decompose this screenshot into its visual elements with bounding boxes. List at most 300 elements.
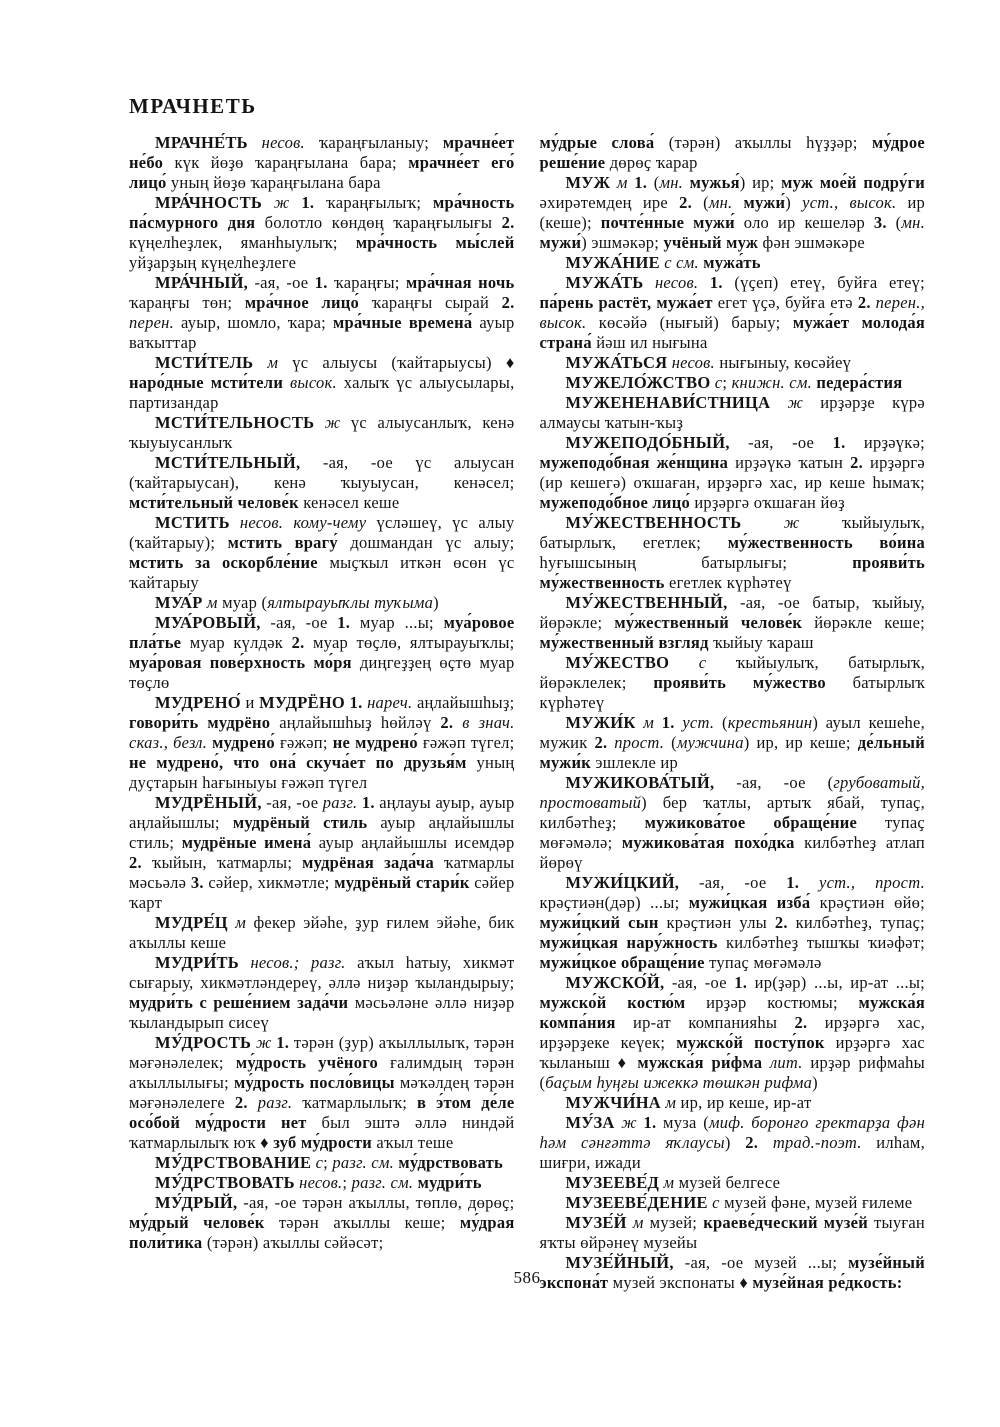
headword: МУЗЕ́Й [565, 1213, 633, 1232]
entry-text: ғәжәп түгел; [422, 733, 515, 752]
entry-text: егет үҫә, буйға етә [717, 293, 858, 312]
headword: МСТИ́ТЕЛЬ [155, 353, 268, 372]
entry-text: ир (кеше); [539, 193, 926, 232]
entry-text: ауыр ваҡыттар [129, 313, 515, 352]
entry-text: му́драя поли́тика [129, 1213, 515, 1252]
headword: МУЖИ́ЦКИЙ, [565, 873, 700, 892]
dictionary-entry [129, 513, 515, 593]
entry-text: тупаҫ мөғәмәлә; [539, 813, 925, 852]
entry-text: 1. [314, 273, 335, 292]
entry-text: му́дрствовать [398, 1153, 504, 1172]
entry-text: эшлекле ир [595, 753, 678, 772]
entry-text: перен., высок. [539, 293, 925, 332]
entry-text: ҡараңғы төн; [129, 293, 245, 312]
dictionary-entry [540, 273, 926, 353]
entry-text: мужи́ [743, 193, 786, 212]
entry-text: в знач. сказ., безл. [129, 713, 515, 752]
headword: МУДРИ́ТЬ [155, 953, 251, 972]
entry-text: ; [323, 1153, 333, 1172]
entry-text: мужикова́тое обраще́ние [644, 813, 886, 832]
dictionary-entry [540, 513, 926, 593]
entry-text: -ая, -ое музей ...ы; [684, 1253, 849, 1272]
entry-text: уст., высок. [802, 193, 908, 212]
entry-text: мудри́ть [417, 1173, 482, 1192]
dictionary-entry [540, 593, 926, 653]
headword: МУЖА́ТЬ [565, 273, 655, 292]
entry-text: 1. [786, 873, 820, 892]
entry-text: му́дрость посло́вицы [234, 1073, 400, 1092]
entry-text: муар ...ы; [359, 613, 444, 632]
dictionary-entry [540, 253, 926, 273]
entry-text: с [714, 373, 723, 392]
entry-text: көсәйә (нығый) барыу; [598, 313, 793, 332]
entry-text: ж [621, 1113, 644, 1132]
headword: МУЖСКО́Й, [565, 973, 672, 992]
entry-text: несов. [671, 353, 720, 372]
entry-text: мн. [659, 173, 690, 192]
headword: МУЖЕЛО́ЖСТВО [565, 373, 715, 392]
entry-text: мра́чное лицо́ [244, 293, 372, 312]
entry-text: муар төҫлө, ялтырауыҡлы; [312, 633, 515, 652]
entry-text: ) ир; [739, 173, 782, 192]
entry-text: 2. [679, 193, 704, 212]
entry-text: ирҙәүкә; [863, 433, 925, 452]
dictionary-entry [540, 133, 926, 173]
entry-text: мужикова́тая похо́дка [621, 833, 805, 852]
headword: МУЗЕЕВЕ́Д [565, 1173, 664, 1192]
headword: МУЖЕНЕНАВИ́СТНИЦА [565, 393, 788, 412]
entry-text: нареч. [367, 693, 417, 712]
entry-text: -ая, -ое тәрән аҡыллы, төплө, дөрөҫ; [243, 1193, 515, 1212]
entry-text: ауыр аңлайышлы стиль; [129, 813, 515, 852]
entry-text: ( [703, 193, 709, 212]
entry-text: книжн. см. [731, 373, 817, 392]
dictionary-entry [129, 613, 515, 693]
headword: МУ́ЖЕСТВЕННОСТЬ [565, 513, 784, 532]
entry-text: -ая, -ое [270, 613, 338, 632]
entry-text: -ая, -ое [254, 273, 315, 292]
entry-text: прояви́ть му́жественность [539, 553, 925, 592]
entry-text: мудрёная зада́ча [302, 853, 444, 872]
entry-text: разг. [257, 1093, 303, 1112]
entry-text: учёный муж [663, 233, 763, 252]
entry-text: несов. кому-чему [239, 513, 377, 532]
entry-text: ) эшмәкәр; [581, 233, 664, 252]
headword: МУЗЕЕВЕ́ДЕНИЕ [565, 1193, 713, 1212]
entry-text: мра́чные времена́ [333, 313, 480, 332]
headword: МУЖИКОВА́ТЫЙ, [565, 773, 737, 792]
entry-text: му́жественность во́ина [727, 533, 925, 552]
entry-text: крестьянин [727, 713, 813, 732]
entry-text: крәҫтиән(дәр) ...ы; [539, 893, 689, 912]
entry-text: прост. [614, 733, 672, 752]
entry-text: несов. [299, 1173, 343, 1192]
entry-text: м [632, 1213, 650, 1232]
entry-text: мра́чность па́смурного дня [129, 193, 515, 232]
entry-text: ) бер ҡатлы, артыҡ ябай, тупаҫ, килбәтһеҙ; [539, 793, 925, 832]
headword: МРА́ЧНЫЙ, [155, 273, 255, 292]
entry-text: егетлек күрһәтеү [669, 573, 792, 592]
dictionary-entry [129, 593, 515, 613]
running-head: МРАЧНЕТЬ [129, 94, 257, 118]
entry-text: ҡыйыу ҡараш [713, 633, 814, 652]
dictionary-entry [540, 653, 926, 713]
entry-text: мстить врагу́ [227, 533, 351, 552]
entry-text: ирҙәрҙе күрә алмаусы ҡатын-ҡыҙ [539, 393, 925, 432]
entry-text: муж мое́й подру́ги [781, 173, 925, 192]
entry-text: му́дрость учёного [235, 1053, 391, 1072]
entry-text: муза ( [663, 1113, 709, 1132]
headword: МСТИТЬ [155, 513, 240, 532]
entry-text: мужи́цкая нару́жность [539, 933, 726, 952]
entry-text: 1. [276, 1033, 294, 1052]
entry-text: -ая, -ое [266, 793, 323, 812]
entry-text: йәш ил нығына [596, 333, 708, 352]
entry-text: ауыр, шомло, ҡара; [181, 313, 334, 332]
entry-text: фекер эйәһе, ҙур ғилем эйәһе, бик аҡыллы кеше [129, 913, 515, 952]
entry-text: 1. [634, 173, 654, 192]
dictionary-entry [540, 173, 926, 253]
entry-text: тәрән аҡыллы кеше; [278, 1213, 460, 1232]
entry-text: баҫым һуңғы ижеккә төшкән рифма [545, 1073, 813, 1092]
entry-text: мудрёный стиль [232, 813, 381, 832]
entry-text: разг. см. [351, 1173, 418, 1192]
entry-text: -ая, -ое батыр, ҡыйыу, йөрәкле; [539, 593, 926, 632]
entry-text: ауыр аңлайышлы исемдәр [318, 833, 515, 852]
entry-text: мудри́ть с реше́нием зада́чи [129, 993, 355, 1012]
entry-text: МУДРЁНО 1. [259, 693, 368, 712]
headword: МУЖА́НИЕ [565, 253, 665, 272]
entry-text: -ая, -ое үс алыусан (ҡайтарыусан), кенә ҡыуыусан, кенәсел; [129, 453, 515, 492]
entry-text: миф. боронғо гректарҙа фән һәм сәнғәттә яҡлаусы [539, 1113, 926, 1152]
entry-text: перен. [129, 313, 182, 332]
entry-text: мәҡәлдең тәрән мәғәнәлелеге [129, 1073, 515, 1112]
entry-text: высок. [290, 373, 344, 392]
entry-text: трад.-поэт. [772, 1133, 877, 1152]
entry-text: мудрено́ [212, 733, 280, 752]
entry-text: му́дрый челове́к [129, 1213, 279, 1232]
entry-text: краеве́дческий музе́й [703, 1213, 875, 1232]
entry-text: мужа́ет молода́я страна́ [539, 313, 925, 352]
entry-text: крәҫтиән улы [666, 913, 775, 932]
dictionary-entry [129, 693, 515, 793]
entry-text: с [315, 1153, 324, 1172]
dictionary-entry [129, 353, 515, 413]
entry-text: муа́ровое пла́тье [129, 613, 515, 652]
headword: МРАЧНЕ́ТЬ [155, 133, 262, 152]
entry-text: говори́ть мудрёно [129, 713, 280, 732]
entry-text: үсләшеү, үс алыу (ҡайтарыу); [129, 513, 515, 552]
entry-text: уст. [682, 713, 722, 732]
dictionary-entry [540, 433, 926, 513]
entry-text: не мудрено́ [332, 733, 423, 752]
entry-text: м [267, 353, 293, 372]
entry-text: де́льный мужи́к [539, 733, 925, 772]
entry-text: мужи́ [539, 233, 582, 252]
entry-text: ) [785, 193, 803, 212]
entry-text: ир, ир кеше, ир-ат [680, 1093, 812, 1112]
entry-text: 1. [361, 793, 380, 812]
dictionary-entry [540, 353, 926, 373]
entry-text: 2. [501, 293, 515, 312]
entry-text: крәҫтиән өйө; [819, 893, 925, 912]
entry-text: ирҙәр рифмаһы ( [539, 1053, 925, 1092]
entry-text: 1. [832, 433, 864, 452]
entry-text: па́рень растёт, мужа́ет [539, 293, 718, 312]
entry-text: ир(ҙәр) ...ы, ир-ат ...ы; [754, 973, 925, 992]
entry-text: мра́чная ночь [406, 273, 515, 292]
entry-text: педера́стия [816, 373, 903, 392]
entry-text: кенәсел кеше [303, 493, 400, 512]
entry-text: мужско́й посту́пок [676, 1033, 836, 1052]
entry-text: тәрән (ҙур) аҡыллылыҡ, тәрән мәғәнәлелек; [129, 1033, 515, 1072]
entry-text: тупаҫ мөғәмәлә [709, 953, 822, 972]
entry-text: килбәтһеҙ, тупаҫ; [795, 913, 925, 932]
entry-text: ҡараңғылыҡ; [326, 193, 434, 212]
entry-text: батырлыҡ күрһәтеү [539, 673, 925, 712]
entry-text: мудрёный стари́к [334, 873, 475, 892]
entry-text: илһам, шиғри, ижади [539, 1133, 925, 1172]
entry-text: -ая, -ое [748, 433, 833, 452]
headword: му́дрые слова́ [539, 133, 669, 152]
entry-text: аңлайышһыҙ һөйләү [279, 713, 441, 732]
entry-text: мужи́цкий сын [539, 913, 667, 932]
entry-text: 2. [501, 213, 515, 232]
dictionary-entry [540, 1213, 926, 1253]
entry-text: ; [722, 373, 732, 392]
entry-text: мужеподо́бная же́нщина [539, 453, 736, 472]
entry-text: мужа́ть [703, 253, 761, 272]
entry-text: наро́дные мсти́тели [129, 373, 291, 392]
dictionary-entry [129, 1033, 515, 1153]
entry-text: ҡыйыулыҡ, батырлыҡ, егетлек; [539, 513, 925, 552]
entry-text: ) [724, 1133, 746, 1152]
entry-text: ж [255, 1033, 277, 1052]
dictionary-entry [129, 953, 515, 1033]
dictionary-entry [129, 193, 515, 273]
entry-text: несов. [261, 133, 305, 152]
entry-text: ҡатмарлылыҡ; [302, 1093, 418, 1112]
entry-text: несов. [654, 273, 710, 292]
headword: МУЖ [565, 173, 617, 192]
entry-text: 2. [291, 633, 313, 652]
dictionary-entry [129, 453, 515, 513]
entry-text: халыҡ үс алыусылары, партизандар [129, 373, 515, 412]
entry-text: аҡыл теше [376, 1133, 454, 1152]
entry-text: м [206, 593, 223, 612]
entry-text: ҡараңғыланыу; [304, 133, 443, 152]
entry-text: уның дуҫтарын һағыныуы ғәжәп түгел [129, 753, 515, 792]
entry-text: уст., прост. [819, 873, 925, 892]
entry-text: несов.; разг. [250, 953, 358, 972]
entry-text: 1. [643, 1113, 664, 1132]
entry-text: 1. [337, 613, 360, 632]
entry-text: ирҙәргә хас, ирҙәрҙеке кеүек; [539, 1013, 925, 1052]
headword: МУ́ДРСТВОВАТЬ [155, 1173, 300, 1192]
entry-text: ирҙәргә (ир кешегә) оҡшаған, ирҙәргә хас, ир кеше һымаҡ; [539, 453, 925, 492]
entry-text: килбәтһеҙ атлап йөрөү [539, 833, 926, 872]
dictionary-entry [129, 1153, 515, 1173]
entry-text: ж [787, 393, 821, 412]
entry-text: 1. [661, 713, 683, 732]
entry-text: аҡыл һатыу, хикмәт сығарыу, хикмәтләндереү, әллә ниҙәр ҡыландырыу; [129, 953, 515, 992]
entry-text: үс алыусы (ҡайтарыусы) ♦ [292, 353, 515, 372]
entry-text: дошмандан үс алыу; [350, 533, 515, 552]
entry-text: ( [653, 173, 660, 192]
entry-text: лит. [769, 1053, 811, 1072]
entry-text: музей экспонаты ♦ [612, 1273, 753, 1292]
entry-text: әхирәтемдең ире [539, 193, 680, 212]
entry-text: нығыныу, көсәйеү [719, 353, 852, 372]
entry-text: ғәжәп; [279, 733, 333, 752]
entry-text: уйҙарҙың күңелһеҙлеге [129, 253, 297, 272]
entry-text: мужско́й костю́м [539, 993, 707, 1012]
entry-text: ) [812, 1073, 818, 1092]
entry-text: мудрёные имена́ [181, 833, 319, 852]
entry-text: м [235, 913, 254, 932]
entry-text: 1. [709, 273, 735, 292]
entry-text: -ая, -ое ( [736, 773, 834, 792]
dictionary-entry [129, 133, 515, 193]
dictionary-entry [129, 913, 515, 953]
entry-text: уның йөҙө ҡараңғылана бара [170, 173, 381, 192]
left-column [129, 133, 515, 1293]
headword: МУДРЕНО́ [155, 693, 246, 712]
entry-text: ( [721, 713, 728, 732]
headword: МУ́ЖЕСТВО [565, 653, 699, 672]
headword: МУЖИ́К [565, 713, 644, 732]
entry-text: и [245, 693, 260, 712]
entry-text: мстить за оскорбле́ние [129, 553, 330, 572]
entry-text: ; [342, 1173, 352, 1192]
dictionary-entry [540, 1093, 926, 1113]
entry-text: ( [671, 733, 677, 752]
entry-text: 3. [190, 873, 209, 892]
dictionary-entry [540, 873, 926, 973]
entry-text: муа́ровая пове́рхность мо́ря [129, 653, 360, 672]
dictionary-entry [540, 1113, 926, 1173]
entry-text: музе́йный экспона́т [539, 1253, 925, 1292]
text-columns [129, 133, 925, 1293]
headword: МРА́ЧНОСТЬ [155, 193, 274, 212]
dictionary-entry [129, 413, 515, 453]
entry-text: мәсьәләне әллә ниҙәр ҡыландырып сисеү [129, 993, 515, 1032]
entry-text: мсти́тельный челове́к [129, 493, 304, 512]
headword: МУ́ЗА [565, 1113, 622, 1132]
entry-text: 2. [850, 453, 870, 472]
entry-text: аңлауы ауыр, ауыр аңлайышлы; [129, 793, 515, 832]
entry-text: ҡатмарлы мәсьәлә [129, 853, 515, 892]
entry-text: мрачне́ет не́бо [129, 133, 515, 172]
entry-text: мужеподо́бное лицо́ [539, 493, 695, 512]
entry-text: музей; [649, 1213, 704, 1232]
entry-text: ирҙәр костюмы; [706, 993, 859, 1012]
entry-text: мужи́цкое обраще́ние [539, 953, 710, 972]
entry-text: ж [324, 413, 351, 432]
entry-text: 1. [734, 973, 755, 992]
entry-text: 1. [301, 193, 327, 212]
entry-text: не мудрено́, что она́ скуча́ет по друзья́м [129, 753, 477, 772]
entry-text: ҡыйын, ҡатмарлы; [151, 853, 303, 872]
entry-text: 2. [129, 853, 152, 872]
entry-text: мрачне́ет его́ лицо́ [129, 153, 515, 192]
entry-text: 2. [774, 913, 796, 932]
dictionary-entry [129, 1173, 515, 1193]
entry-text: (тәрән) аҡыллы сәйәсәт; [206, 1233, 384, 1252]
entry-text: 3. [873, 213, 896, 232]
entry-text: аңлайышһыҙ; [416, 693, 515, 712]
entry-text: прояви́ть му́жество [653, 673, 853, 692]
entry-text: 2. [794, 1013, 825, 1032]
entry-text: күк йөҙө ҡараңғылана бара; [174, 153, 409, 172]
headword: МСТИ́ТЕЛЬНЫЙ, [155, 453, 323, 472]
dictionary-entry [540, 713, 926, 773]
dictionary-entry [129, 1193, 515, 1253]
entry-text: ирҙәргә хас ҡыланыш ♦ [539, 1033, 925, 1072]
entry-text: дөрөҫ ҡарар [609, 153, 698, 172]
entry-text: разг. [322, 793, 362, 812]
entry-text: ялтырауыҡлы туҡыма [267, 593, 434, 612]
entry-text: музе́йная ре́дкость: [752, 1273, 903, 1292]
headword: МУЗЕ́ЙНЫЙ, [565, 1253, 685, 1272]
dictionary-entry [540, 1173, 926, 1193]
headword: МУЖЕПОДО́БНЫЙ, [565, 433, 749, 452]
entry-text: ) [433, 593, 439, 612]
entry-text: -ая, -ое [671, 973, 735, 992]
dictionary-entry [540, 1193, 926, 1213]
headword: МУА́РОВЫЙ, [155, 613, 271, 632]
headword: МУДРЕ́Ц [155, 913, 236, 932]
entry-text: ҡыйыулыҡ, батырлыҡ, йөрәклелек; [539, 653, 926, 692]
entry-text: м [616, 173, 635, 192]
headword: МУ́ЖЕСТВЕННЫЙ, [565, 593, 740, 612]
dictionary-entry [540, 373, 926, 393]
entry-text: диңгеҙҙең өҫтө муар төҫлө [129, 653, 515, 692]
entry-text: мужья́ [689, 173, 740, 192]
entry-text: сәйер ҡарт [129, 873, 515, 912]
entry-text: һуғышсының батырлығы; [539, 553, 853, 572]
entry-text: мужчина [676, 733, 744, 752]
entry-text: 2. [234, 1093, 258, 1112]
entry-text: м [643, 713, 662, 732]
entry-text: зуб му́дрости [273, 1133, 377, 1152]
entry-text: ҡараңғы; [334, 273, 407, 292]
entry-text: (тәрән) аҡыллы һүҙҙәр; [668, 133, 872, 152]
entry-text: 2. [440, 713, 463, 732]
dictionary-entry [129, 273, 515, 353]
entry-text: мн. [708, 193, 744, 212]
entry-text: (үҫеп) етеү, буйға етеү; [734, 273, 925, 292]
entry-text: йөрәкле кеше; [814, 613, 926, 632]
entry-text: с [698, 653, 736, 672]
headword: МУЖА́ТЬСЯ [565, 353, 672, 372]
entry-text: музей фәне, музей ғилеме [724, 1193, 913, 1212]
dictionary-entry [540, 973, 926, 1093]
entry-text: тыуған яҡты өйрәнеү музейы [539, 1213, 926, 1252]
entry-text: мра́чность мы́слей [355, 233, 515, 252]
entry-text: с см. [664, 253, 704, 272]
entry-text: почте́нные мужи́ [600, 213, 744, 232]
entry-text: мужска́я ри́фма [637, 1053, 770, 1072]
entry-text: музей белгесе [678, 1173, 781, 1192]
entry-text: -ая, -ое [699, 873, 787, 892]
entry-text: күңелһеҙлек, яманһыулыҡ; [129, 233, 356, 252]
entry-text: сәйер, хикмәтле; [208, 873, 335, 892]
dictionary-entry [540, 393, 926, 433]
entry-text: с [712, 1193, 725, 1212]
entry-text: м [665, 1093, 681, 1112]
headword: МУЖЧИ́НА [565, 1093, 666, 1112]
